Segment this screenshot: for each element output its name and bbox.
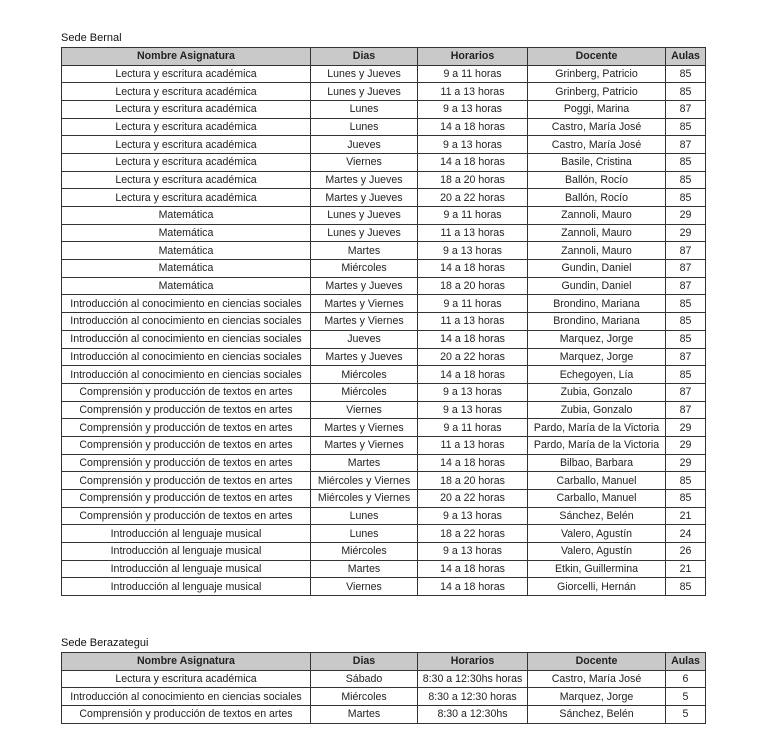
cell-aula: 6 bbox=[666, 670, 706, 688]
cell-aula: 87 bbox=[666, 100, 706, 118]
cell-docente: Zannoli, Mauro bbox=[528, 207, 666, 225]
cell-horarios: 9 a 13 horas bbox=[418, 543, 528, 561]
table-header-row bbox=[62, 48, 706, 66]
cell-docente: Ballón, Rocío bbox=[528, 189, 666, 207]
cell-asignatura: Lectura y escritura académica bbox=[62, 153, 311, 171]
table-row bbox=[62, 100, 706, 118]
cell-dias: Lunes y Jueves bbox=[311, 207, 418, 225]
cell-docente: Marquez, Jorge bbox=[528, 348, 666, 366]
cell-aula: 85 bbox=[666, 189, 706, 207]
schedule-table-bernal bbox=[61, 47, 706, 596]
table-body bbox=[62, 670, 706, 723]
table-row bbox=[62, 490, 706, 508]
cell-asignatura: Introducción al lenguaje musical bbox=[62, 543, 311, 561]
table-row bbox=[62, 224, 706, 242]
cell-aula: 26 bbox=[666, 543, 706, 561]
cell-asignatura: Introducción al conocimiento en ciencias sociales bbox=[62, 366, 311, 384]
cell-horarios: 20 a 22 horas bbox=[418, 490, 528, 508]
cell-asignatura: Comprensión y producción de textos en artes bbox=[62, 419, 311, 437]
cell-dias: Martes bbox=[311, 242, 418, 260]
cell-docente: Echegoyen, Lía bbox=[528, 366, 666, 384]
cell-aula: 5 bbox=[666, 705, 706, 723]
cell-dias: Martes bbox=[311, 560, 418, 578]
cell-horarios: 9 a 13 horas bbox=[418, 136, 528, 154]
table-row bbox=[62, 705, 706, 723]
cell-dias: Martes y Jueves bbox=[311, 277, 418, 295]
cell-asignatura: Lectura y escritura académica bbox=[62, 100, 311, 118]
table-row bbox=[62, 65, 706, 83]
cell-dias: Lunes bbox=[311, 525, 418, 543]
cell-horarios: 9 a 13 horas bbox=[418, 383, 528, 401]
cell-aula: 24 bbox=[666, 525, 706, 543]
header-docente: Docente bbox=[528, 48, 666, 66]
cell-asignatura: Matemática bbox=[62, 224, 311, 242]
header-horarios: Horarios bbox=[418, 653, 528, 671]
cell-dias: Miércoles bbox=[311, 688, 418, 706]
cell-dias: Martes y Viernes bbox=[311, 295, 418, 313]
cell-dias: Martes y Jueves bbox=[311, 171, 418, 189]
cell-dias: Lunes bbox=[311, 118, 418, 136]
table-row bbox=[62, 419, 706, 437]
cell-aula: 87 bbox=[666, 260, 706, 278]
table-row bbox=[62, 688, 706, 706]
cell-horarios: 14 a 18 horas bbox=[418, 454, 528, 472]
cell-docente: Zubia, Gonzalo bbox=[528, 383, 666, 401]
cell-aula: 29 bbox=[666, 207, 706, 225]
cell-docente: Carballo, Manuel bbox=[528, 490, 666, 508]
table-row bbox=[62, 543, 706, 561]
cell-aula: 87 bbox=[666, 348, 706, 366]
cell-asignatura: Comprensión y producción de textos en artes bbox=[62, 436, 311, 454]
cell-docente: Marquez, Jorge bbox=[528, 330, 666, 348]
cell-asignatura: Lectura y escritura académica bbox=[62, 189, 311, 207]
cell-dias: Miércoles bbox=[311, 383, 418, 401]
cell-asignatura: Comprensión y producción de textos en artes bbox=[62, 507, 311, 525]
cell-aula: 87 bbox=[666, 242, 706, 260]
cell-aula: 85 bbox=[666, 83, 706, 101]
header-nombre-asignatura: Nombre Asignatura bbox=[62, 48, 311, 66]
table-row bbox=[62, 118, 706, 136]
cell-docente: Sánchez, Belén bbox=[528, 507, 666, 525]
cell-dias: Lunes y Jueves bbox=[311, 65, 418, 83]
table-row bbox=[62, 472, 706, 490]
cell-asignatura: Matemática bbox=[62, 242, 311, 260]
cell-asignatura: Comprensión y producción de textos en artes bbox=[62, 401, 311, 419]
cell-horarios: 11 a 13 horas bbox=[418, 436, 528, 454]
header-horarios: Horarios bbox=[418, 48, 528, 66]
cell-asignatura: Introducción al conocimiento en ciencias sociales bbox=[62, 330, 311, 348]
cell-asignatura: Lectura y escritura académica bbox=[62, 136, 311, 154]
header-aulas: Aulas bbox=[666, 653, 706, 671]
cell-asignatura: Introducción al conocimiento en ciencias sociales bbox=[62, 295, 311, 313]
table-row bbox=[62, 330, 706, 348]
cell-horarios: 9 a 11 horas bbox=[418, 419, 528, 437]
header-dias: Dias bbox=[311, 653, 418, 671]
cell-dias: Miércoles bbox=[311, 260, 418, 278]
cell-docente: Pardo, María de la Victoria bbox=[528, 419, 666, 437]
cell-asignatura: Comprensión y producción de textos en artes bbox=[62, 705, 311, 723]
cell-horarios: 9 a 13 horas bbox=[418, 507, 528, 525]
table-row bbox=[62, 189, 706, 207]
header-aulas: Aulas bbox=[666, 48, 706, 66]
section-title: Sede Bernal bbox=[61, 32, 122, 44]
cell-horarios: 14 a 18 horas bbox=[418, 560, 528, 578]
cell-horarios: 14 a 18 horas bbox=[418, 118, 528, 136]
table-row bbox=[62, 260, 706, 278]
section-berazategui bbox=[61, 636, 706, 724]
cell-horarios: 18 a 22 horas bbox=[418, 525, 528, 543]
cell-aula: 85 bbox=[666, 490, 706, 508]
cell-horarios: 8:30 a 12:30hs horas bbox=[418, 670, 528, 688]
table-row bbox=[62, 366, 706, 384]
cell-dias: Viernes bbox=[311, 401, 418, 419]
cell-dias: Miércoles y Viernes bbox=[311, 472, 418, 490]
cell-horarios: 11 a 13 horas bbox=[418, 224, 528, 242]
cell-asignatura: Comprensión y producción de textos en artes bbox=[62, 490, 311, 508]
header-nombre-asignatura: Nombre Asignatura bbox=[62, 653, 311, 671]
table-row bbox=[62, 383, 706, 401]
cell-docente: Zannoli, Mauro bbox=[528, 224, 666, 242]
table-row bbox=[62, 313, 706, 331]
cell-asignatura: Matemática bbox=[62, 260, 311, 278]
cell-asignatura: Lectura y escritura académica bbox=[62, 118, 311, 136]
cell-aula: 87 bbox=[666, 136, 706, 154]
cell-docente: Basile, Cristina bbox=[528, 153, 666, 171]
cell-dias: Martes y Viernes bbox=[311, 436, 418, 454]
cell-aula: 87 bbox=[666, 383, 706, 401]
table-row bbox=[62, 507, 706, 525]
cell-horarios: 14 a 18 horas bbox=[418, 578, 528, 596]
cell-aula: 85 bbox=[666, 366, 706, 384]
cell-horarios: 9 a 13 horas bbox=[418, 242, 528, 260]
cell-docente: Brondino, Mariana bbox=[528, 295, 666, 313]
cell-dias: Martes bbox=[311, 705, 418, 723]
cell-docente: Castro, María José bbox=[528, 118, 666, 136]
table-row bbox=[62, 242, 706, 260]
cell-aula: 29 bbox=[666, 436, 706, 454]
cell-docente: Pardo, María de la Victoria bbox=[528, 436, 666, 454]
cell-aula: 29 bbox=[666, 454, 706, 472]
cell-horarios: 18 a 20 horas bbox=[418, 277, 528, 295]
cell-docente: Brondino, Mariana bbox=[528, 313, 666, 331]
cell-aula: 87 bbox=[666, 401, 706, 419]
cell-asignatura: Introducción al lenguaje musical bbox=[62, 560, 311, 578]
table-row bbox=[62, 153, 706, 171]
cell-docente: Bilbao, Barbara bbox=[528, 454, 666, 472]
table-body bbox=[62, 65, 706, 596]
table-row bbox=[62, 136, 706, 154]
cell-dias: Miércoles y Viernes bbox=[311, 490, 418, 508]
table-row bbox=[62, 401, 706, 419]
table-row bbox=[62, 83, 706, 101]
cell-horarios: 9 a 11 horas bbox=[418, 65, 528, 83]
cell-asignatura: Matemática bbox=[62, 207, 311, 225]
cell-dias: Lunes y Jueves bbox=[311, 224, 418, 242]
table-row bbox=[62, 578, 706, 596]
cell-dias: Jueves bbox=[311, 330, 418, 348]
cell-asignatura: Comprensión y producción de textos en artes bbox=[62, 472, 311, 490]
cell-docente: Gundin, Daniel bbox=[528, 260, 666, 278]
cell-horarios: 14 a 18 horas bbox=[418, 330, 528, 348]
table-row bbox=[62, 207, 706, 225]
cell-aula: 85 bbox=[666, 171, 706, 189]
section-title: Sede Berazategui bbox=[61, 637, 149, 649]
cell-horarios: 20 a 22 horas bbox=[418, 348, 528, 366]
cell-aula: 85 bbox=[666, 65, 706, 83]
cell-asignatura: Introducción al conocimiento en ciencias sociales bbox=[62, 688, 311, 706]
cell-dias: Martes y Viernes bbox=[311, 419, 418, 437]
cell-asignatura: Matemática bbox=[62, 277, 311, 295]
cell-horarios: 18 a 20 horas bbox=[418, 472, 528, 490]
cell-aula: 85 bbox=[666, 295, 706, 313]
cell-aula: 21 bbox=[666, 507, 706, 525]
cell-docente: Zannoli, Mauro bbox=[528, 242, 666, 260]
cell-horarios: 14 a 18 horas bbox=[418, 260, 528, 278]
cell-docente: Grinberg, Patricio bbox=[528, 65, 666, 83]
cell-aula: 87 bbox=[666, 277, 706, 295]
cell-docente: Marquez, Jorge bbox=[528, 688, 666, 706]
table-row bbox=[62, 436, 706, 454]
schedule-table-berazategui bbox=[61, 652, 706, 724]
cell-aula: 29 bbox=[666, 224, 706, 242]
cell-horarios: 9 a 13 horas bbox=[418, 401, 528, 419]
cell-dias: Miércoles bbox=[311, 543, 418, 561]
cell-horarios: 20 a 22 horas bbox=[418, 189, 528, 207]
table-row bbox=[62, 454, 706, 472]
cell-aula: 85 bbox=[666, 153, 706, 171]
cell-aula: 85 bbox=[666, 330, 706, 348]
cell-dias: Viernes bbox=[311, 578, 418, 596]
cell-docente: Giorcelli, Hernán bbox=[528, 578, 666, 596]
cell-horarios: 8:30 a 12:30hs bbox=[418, 705, 528, 723]
cell-asignatura: Introducción al lenguaje musical bbox=[62, 578, 311, 596]
cell-aula: 29 bbox=[666, 419, 706, 437]
cell-docente: Etkin, Guillermina bbox=[528, 560, 666, 578]
cell-docente: Valero, Agustín bbox=[528, 525, 666, 543]
cell-aula: 5 bbox=[666, 688, 706, 706]
cell-asignatura: Comprensión y producción de textos en artes bbox=[62, 454, 311, 472]
cell-horarios: 9 a 13 horas bbox=[418, 100, 528, 118]
cell-docente: Grinberg, Patricio bbox=[528, 83, 666, 101]
cell-asignatura: Lectura y escritura académica bbox=[62, 83, 311, 101]
table-row bbox=[62, 171, 706, 189]
cell-docente: Ballón, Rocío bbox=[528, 171, 666, 189]
cell-dias: Viernes bbox=[311, 153, 418, 171]
cell-aula: 21 bbox=[666, 560, 706, 578]
cell-docente: Castro, María José bbox=[528, 136, 666, 154]
cell-asignatura: Lectura y escritura académica bbox=[62, 65, 311, 83]
cell-horarios: 14 a 18 horas bbox=[418, 153, 528, 171]
table-row bbox=[62, 560, 706, 578]
cell-aula: 85 bbox=[666, 118, 706, 136]
cell-docente: Carballo, Manuel bbox=[528, 472, 666, 490]
cell-asignatura: Introducción al conocimiento en ciencias sociales bbox=[62, 313, 311, 331]
cell-docente: Gundin, Daniel bbox=[528, 277, 666, 295]
cell-horarios: 8:30 a 12:30 horas bbox=[418, 688, 528, 706]
cell-aula: 85 bbox=[666, 578, 706, 596]
cell-docente: Valero, Agustín bbox=[528, 543, 666, 561]
table-row bbox=[62, 525, 706, 543]
table-row bbox=[62, 295, 706, 313]
cell-dias: Lunes bbox=[311, 507, 418, 525]
table-row bbox=[62, 348, 706, 366]
cell-dias: Martes bbox=[311, 454, 418, 472]
cell-dias: Miércoles bbox=[311, 366, 418, 384]
table-header-row bbox=[62, 653, 706, 671]
cell-horarios: 11 a 13 horas bbox=[418, 313, 528, 331]
cell-dias: Martes y Jueves bbox=[311, 348, 418, 366]
cell-aula: 85 bbox=[666, 313, 706, 331]
cell-asignatura: Introducción al conocimiento en ciencias sociales bbox=[62, 348, 311, 366]
cell-dias: Sábado bbox=[311, 670, 418, 688]
table-row bbox=[62, 670, 706, 688]
cell-asignatura: Comprensión y producción de textos en artes bbox=[62, 383, 311, 401]
table-row bbox=[62, 277, 706, 295]
cell-horarios: 9 a 11 horas bbox=[418, 207, 528, 225]
cell-asignatura: Introducción al lenguaje musical bbox=[62, 525, 311, 543]
cell-docente: Castro, María José bbox=[528, 670, 666, 688]
cell-horarios: 14 a 18 horas bbox=[418, 366, 528, 384]
header-dias: Dias bbox=[311, 48, 418, 66]
cell-docente: Zubia, Gonzalo bbox=[528, 401, 666, 419]
cell-aula: 85 bbox=[666, 472, 706, 490]
cell-docente: Poggi, Marina bbox=[528, 100, 666, 118]
cell-dias: Jueves bbox=[311, 136, 418, 154]
cell-asignatura: Lectura y escritura académica bbox=[62, 670, 311, 688]
cell-horarios: 9 a 11 horas bbox=[418, 295, 528, 313]
cell-docente: Sánchez, Belén bbox=[528, 705, 666, 723]
cell-dias: Lunes bbox=[311, 100, 418, 118]
cell-dias: Martes y Jueves bbox=[311, 189, 418, 207]
cell-horarios: 18 a 20 horas bbox=[418, 171, 528, 189]
cell-dias: Lunes y Jueves bbox=[311, 83, 418, 101]
cell-dias: Martes y Viernes bbox=[311, 313, 418, 331]
section-bernal bbox=[61, 31, 706, 596]
header-docente: Docente bbox=[528, 653, 666, 671]
cell-horarios: 11 a 13 horas bbox=[418, 83, 528, 101]
cell-asignatura: Lectura y escritura académica bbox=[62, 171, 311, 189]
